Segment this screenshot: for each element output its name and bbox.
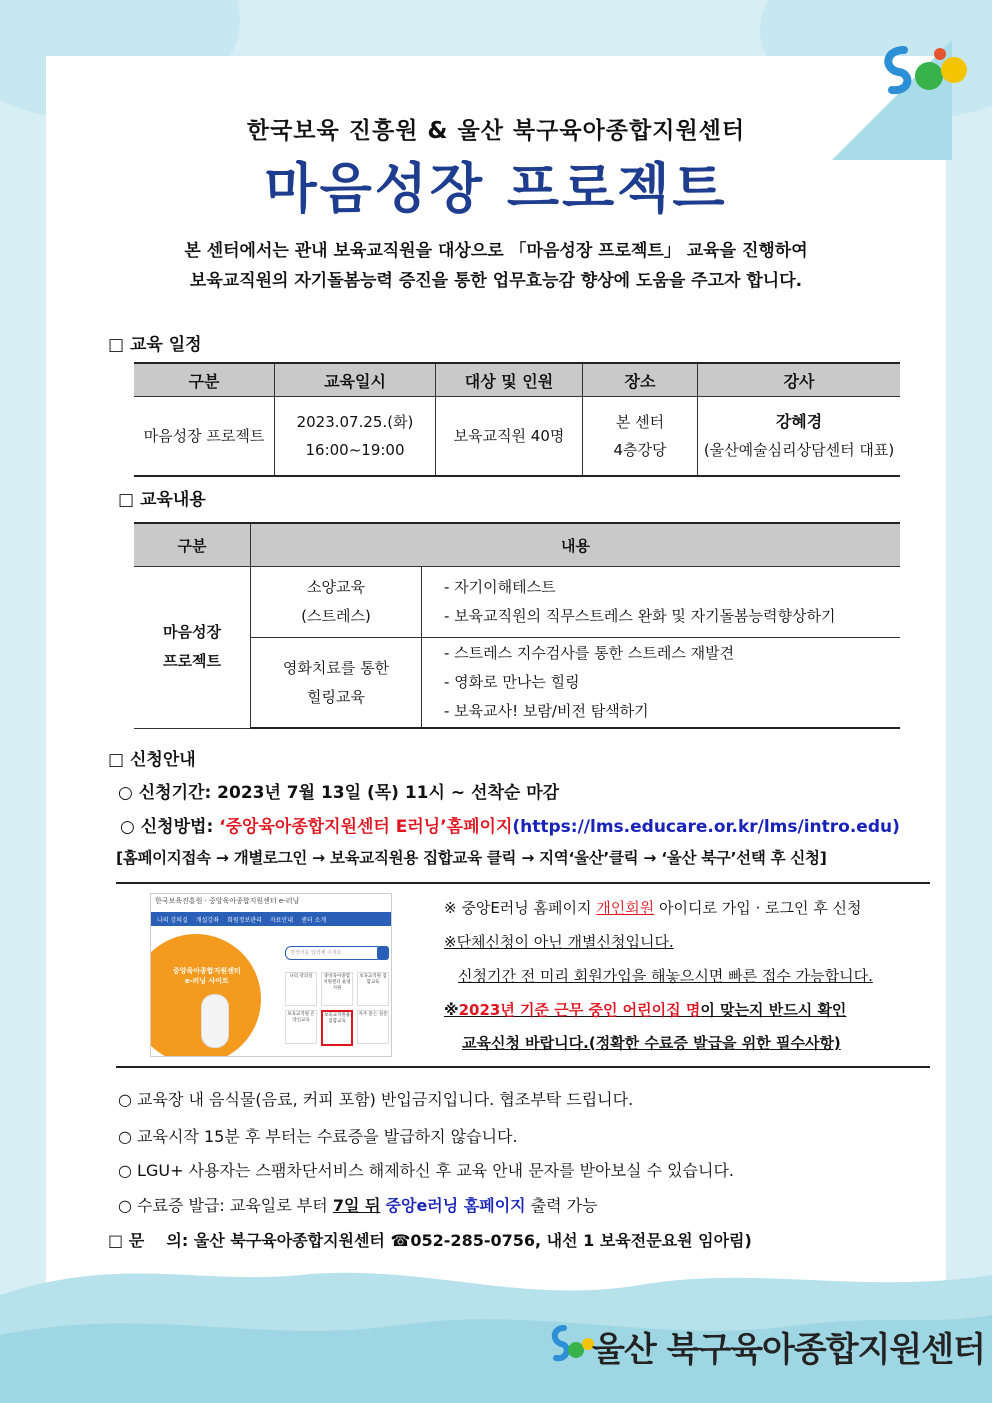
screenshot-tiles [285, 972, 389, 1046]
tile: 보육교직원 집합교육 [357, 972, 389, 1006]
note-text: 이 맞는지 반드시 확인 [700, 1001, 847, 1019]
site-text: 중앙육아종합지원센터 e-러닝 [209, 897, 300, 905]
banner-text [173, 966, 241, 986]
list-item: - 자기이해테스트 [444, 578, 556, 596]
method-site: ‘중앙육아종합지원센터 E러닝’홈페이지 [219, 817, 513, 837]
center-logo-icon [874, 40, 974, 100]
content-heading: □ 교육내용 [118, 490, 206, 510]
cert-text: 출력 가능 [525, 1196, 598, 1215]
banner-line: 중앙육아종합지원센터 [173, 967, 241, 975]
footer-logo-icon [548, 1322, 594, 1368]
apply-heading: □ 신청안내 [108, 750, 196, 770]
tile: 나의 강의실 [285, 972, 317, 1006]
search-icon [377, 946, 389, 960]
column-header: 장소 [583, 363, 698, 397]
table-cell [251, 638, 422, 729]
column-header: 강사 [698, 363, 901, 397]
table-cell [134, 567, 251, 729]
cert-text: ○ 수료증 발급: 교육일로 부터 [118, 1196, 333, 1215]
list-item: - 보육교사! 보람/비전 탐색하기 [444, 702, 649, 720]
instructor-name: 강혜경 [775, 412, 823, 431]
apply-period: ○ 신청기간: 2023년 7월 13일 (목) 11시 ~ 선착순 마감 [118, 783, 560, 803]
mouse-icon [201, 994, 229, 1048]
contact-line: □ 문 의: 울산 북구육아종합지원센터 ☎052-285-0756, 내선 1 보육전문요원 임아림) [108, 1231, 752, 1250]
subcategory-text: 소양교육 [307, 578, 365, 596]
schedule-heading: □ 교육 일정 [108, 335, 202, 355]
table-cell [583, 397, 698, 477]
place-text: 4층강당 [613, 441, 667, 459]
table-cell [422, 638, 901, 729]
intro-line: 본 센터에서는 관내 보육교직원을 대상으로 「마음성장 프로젝트」 교육을 진행하여 [184, 241, 808, 261]
notice-line: ○ 교육장 내 음식물(음료, 커피 포함) 반입금지입니다. 협조부탁 드립니다. [118, 1090, 634, 1109]
table-cell [275, 397, 436, 477]
menu-item: 나의 강의실 [157, 916, 188, 924]
tile: 보육교직원 온라인교육 [285, 1010, 317, 1044]
cert-site-link[interactable]: 중앙e러닝 홈페이지 [385, 1196, 526, 1215]
content-table [134, 522, 900, 729]
column-header: 내용 [251, 523, 901, 567]
table-cell: 보육교직원 40명 [436, 397, 583, 477]
search-input: 검색어를 입력해 주세요 [285, 946, 383, 960]
page-subtitle: 한국보육 진흥원 & 울산 북구육아종합지원센터 [246, 118, 746, 144]
table-cell [698, 397, 901, 477]
column-header: 구분 [134, 523, 251, 567]
subcategory-text: 영화치료를 통한 [282, 658, 390, 677]
note-text: 아이디로 가입 · 로그인 후 신청 [654, 899, 862, 917]
tile-highlighted: 보육교직원용 집합교육 [321, 1010, 353, 1046]
notice-line: ○ LGU+ 사용자는 스팸차단서비스 해제하신 후 교육 안내 문자를 받아보실 수 있습니다. [118, 1161, 735, 1180]
note-line [444, 999, 846, 1020]
note-line: 교육신청 바랍니다.(정확한 수료증 발급을 위한 필수사항) [462, 1034, 841, 1052]
note-highlight: 개인회원 [596, 899, 655, 917]
menu-item: 센터 소개 [301, 916, 327, 924]
category-text: 프로젝트 [163, 652, 221, 671]
table-cell [251, 567, 422, 638]
tile: 중앙육아종합지원센터 운영지원 [321, 972, 353, 1006]
table-cell [422, 567, 901, 638]
divider [116, 1066, 930, 1068]
method-label: ○ 신청방법: [120, 817, 220, 837]
menu-item: 자료안내 [269, 916, 294, 924]
date-text: 2023.07.25.(화) [296, 413, 414, 431]
column-header: 교육일시 [275, 363, 436, 397]
note-line [444, 897, 862, 918]
table-row [134, 397, 900, 477]
intro-text [0, 236, 992, 296]
time-text: 16:00~19:00 [305, 441, 405, 459]
screenshot-menu [151, 912, 391, 926]
apply-method [120, 812, 900, 837]
screenshot-header: 한국보육진흥원 · 중앙육아종합지원센터 e-러닝 [155, 897, 300, 905]
page-title: 마음성장 프로젝트 [264, 157, 728, 220]
menu-item: 개설강좌 [195, 916, 220, 924]
footer-logo-text: 울산 북구육아종합지원센터 [592, 1330, 985, 1370]
note-highlight: 2023년 기준 근무 중인 어린이집 명 [458, 1001, 701, 1019]
subcategory-text: (스트레스) [301, 607, 371, 625]
intro-line: 보육교직원의 자기돌봄능력 증진을 통한 업무효능감 향상에 도움을 주고자 합니다. [189, 271, 803, 291]
notice-line: ○ 교육시작 15분 후 부터는 수료증을 발급하지 않습니다. [118, 1127, 518, 1146]
note-text: ※ [444, 1001, 459, 1019]
note-text: ※ 중앙E러닝 홈페이지 [444, 899, 597, 917]
cert-days: 7일 뒤 [332, 1196, 381, 1215]
subcategory-text: 힐링교육 [307, 687, 365, 706]
note-line: 신청기간 전 미리 회원가입을 해놓으시면 빠른 접수 가능합니다. [458, 967, 873, 985]
banner-line: e-러닝 사이트 [184, 977, 229, 985]
menu-item: 회원정보관리 [227, 916, 262, 924]
column-header: 대상 및 인원 [436, 363, 583, 397]
method-url-link[interactable]: (https://lms.educare.or.kr/lms/intro.edu) [512, 817, 900, 837]
list-item: - 보육교직원의 직무스트레스 완화 및 자기돌봄능력향상하기 [444, 607, 836, 625]
tile: 자주 묻는 질문 [357, 1010, 389, 1044]
website-screenshot [150, 893, 392, 1057]
column-header: 구분 [134, 363, 275, 397]
category-text: 마음성장 [163, 623, 221, 642]
table-cell: 마음성장 프로젝트 [134, 397, 275, 477]
cert-line [118, 1193, 598, 1216]
table-row [134, 567, 900, 638]
apply-steps: [홈페이지접속 → 개별로그인 → 보육교직원용 집합교육 클릭 → 지역‘울산’클릭 → ‘울산 북구’선택 후 신청] [116, 849, 827, 867]
note-line: ※단체신청이 아닌 개별신청입니다. [444, 933, 674, 951]
divider [116, 882, 930, 884]
brand-text: 한국보육진흥원 [155, 897, 203, 905]
list-item: - 스트레스 지수검사를 통한 스트레스 재발견 [444, 644, 735, 662]
list-item: - 영화로 만나는 힐링 [444, 673, 580, 691]
place-text: 본 센터 [615, 413, 665, 431]
instructor-org: (울산예술심리상담센터 대표) [703, 441, 895, 459]
schedule-table [134, 362, 900, 477]
